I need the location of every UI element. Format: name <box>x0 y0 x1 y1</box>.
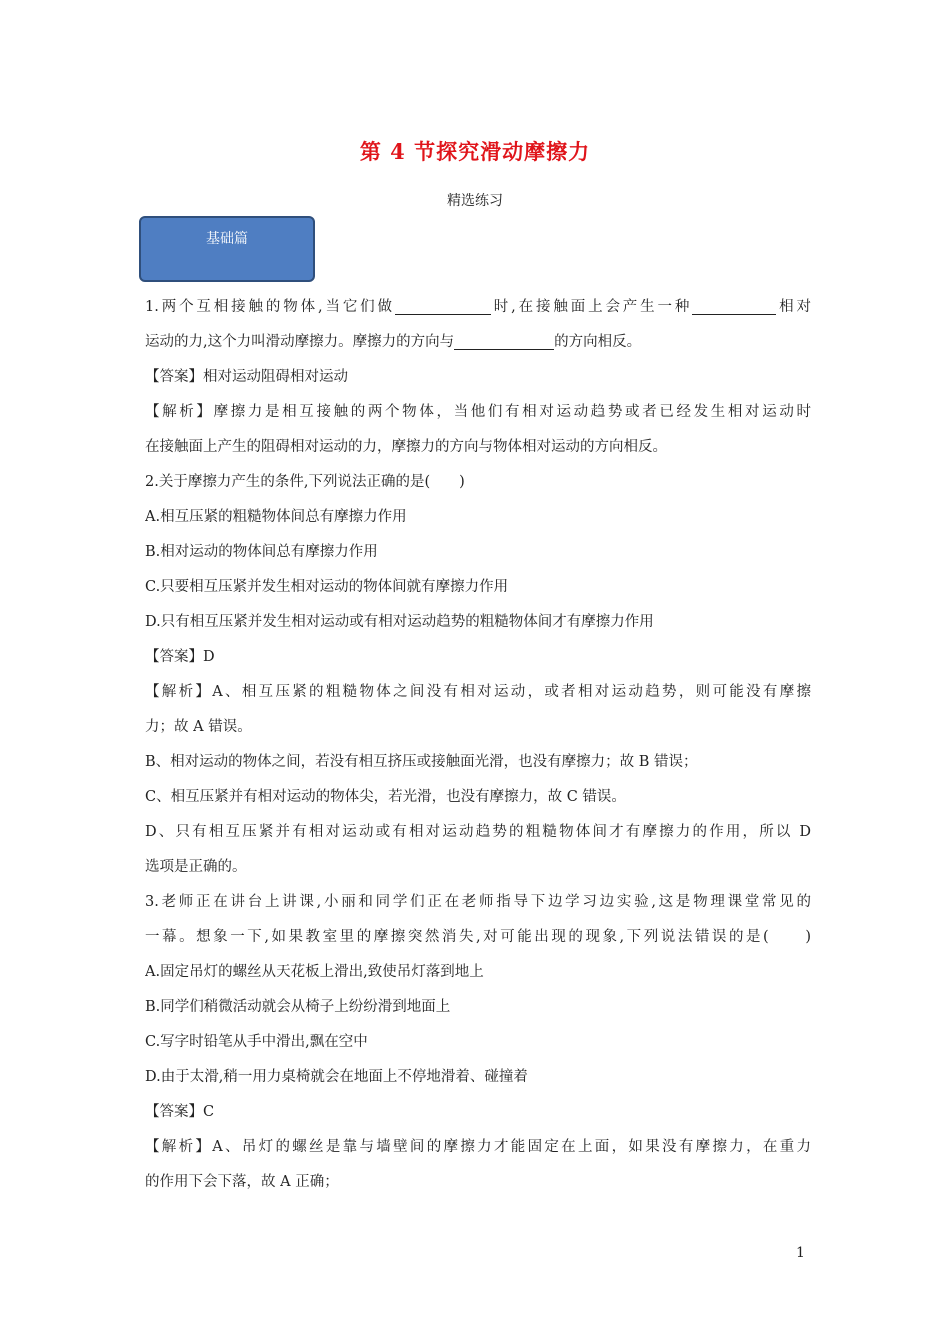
q2-analysis-line: 力；故 A 错误。 <box>145 719 252 735</box>
q1-analysis-line: 【解析】摩擦力是相互接触的两个物体，当他们有相对运动趋势或者已经发生相对运动时 <box>145 404 811 420</box>
q2-analysis-line: D、只有相互压紧并有相对运动或有相对运动趋势的粗糙物体间才有摩擦力的作用，所以 D <box>145 824 811 840</box>
q2-answer: 【答案】D <box>145 649 215 665</box>
q3-analysis-line: 【解析】A、吊灯的螺丝是靠与墙壁间的摩擦力才能固定在上面，如果没有摩擦力，在重力 <box>145 1139 811 1155</box>
page-title: 第 4 节探究滑动摩擦力 <box>359 139 591 164</box>
q1-analysis-line: 在接触面上产生的阻碍相对运动的力，摩擦力的方向与物体相对运动的方向相反。 <box>145 439 667 455</box>
q2-option-a: A.相互压紧的粗糙物体间总有摩擦力作用 <box>145 509 407 525</box>
q1-blank-3 <box>454 329 554 350</box>
q2-analysis-line: 【解析】A、相互压紧的粗糙物体之间没有相对运动，或者相对运动趋势，则可能没有摩擦 <box>145 684 811 700</box>
q2-analysis-line: B、相对运动的物体之间，若没有相互挤压或接触面光滑，也没有摩擦力；故 B 错误； <box>145 754 698 770</box>
q2-analysis-line: 选项是正确的。 <box>145 859 247 875</box>
q3-option-d: D.由于太滑,稍一用力桌椅就会在地面上不停地滑着、碰撞着 <box>145 1069 528 1085</box>
q3-analysis-line: 的作用下会下落，故 A 正确； <box>145 1174 339 1190</box>
q3-option-b: B.同学们稍微活动就会从椅子上纷纷滑到地面上 <box>145 999 451 1015</box>
q2-option-d: D.只有相互压紧并发生相对运动或有相对运动趋势的粗糙物体间才有摩擦力作用 <box>145 614 654 630</box>
q2-stem: 2.关于摩擦力产生的条件,下列说法正确的是( ) <box>145 474 465 490</box>
q3-stem-line: 3.老师正在讲台上讲课,小丽和同学们正在老师指导下边学习边实验,这是物理课堂常见的 <box>145 894 811 910</box>
q1-text-d: 运动的力,这个力叫滑动摩擦力。摩擦力的方向与 <box>145 334 455 350</box>
q1-line-1 <box>145 290 811 325</box>
q1-line-2 <box>145 325 811 360</box>
q1-blank-2 <box>692 294 776 315</box>
page-number: 1 <box>796 1245 805 1261</box>
q1-blank-1 <box>395 294 491 315</box>
q3-stem-line: 一幕。想象一下,如果教室里的摩擦突然消失,对可能出现的现象,下列说法错误的是( ) <box>145 929 811 945</box>
q3-option-c: C.写字时铅笔从手中滑出,飘在空中 <box>145 1034 368 1050</box>
q2-option-b: B.相对运动的物体间总有摩擦力作用 <box>145 544 378 560</box>
q1-text-e: 的方向相反。 <box>554 334 642 350</box>
q1-text-a: 1.两个互相接触的物体,当它们做 <box>145 299 395 315</box>
q2-option-c: C.只要相互压紧并发生相对运动的物体间就有摩擦力作用 <box>145 579 509 595</box>
q3-answer: 【答案】C <box>145 1104 215 1120</box>
page-subtitle: 精选练习 <box>447 193 503 209</box>
q1-text-c: 相对 <box>776 299 811 315</box>
q1-text-b: 时,在接触面上会产生一种 <box>490 299 693 315</box>
q2-analysis-line: C、相互压紧并有相对运动的物体尖，若光滑，也没有摩擦力，故 C 错误。 <box>145 789 626 805</box>
document-body <box>145 290 811 1200</box>
q1-answer: 【答案】相对运动阻碍相对运动 <box>145 369 348 385</box>
section-badge: 基础篇 <box>139 216 315 282</box>
q3-option-a: A.固定吊灯的螺丝从天花板上滑出,致使吊灯落到地上 <box>145 964 484 980</box>
